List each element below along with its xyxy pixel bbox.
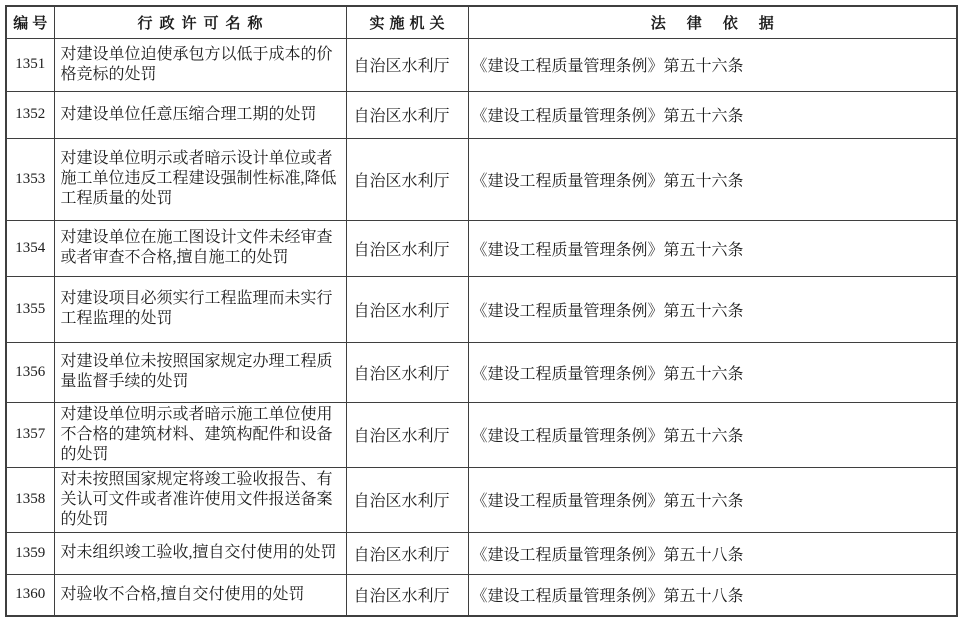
table-row — [6, 138, 957, 220]
table-row — [6, 38, 957, 91]
table-row — [6, 220, 957, 276]
cell-legal-basis: 《建设工程质量管理条例》第五十六条 — [468, 402, 957, 467]
header-id: 编号 — [6, 6, 54, 38]
cell-id: 1357 — [6, 402, 54, 467]
cell-agency: 自治区水利厅 — [346, 532, 468, 574]
table-row — [6, 532, 957, 574]
cell-agency: 自治区水利厅 — [346, 91, 468, 138]
cell-legal-basis: 《建设工程质量管理条例》第五十六条 — [468, 467, 957, 532]
cell-id: 1353 — [6, 138, 54, 220]
cell-permit-name: 对建设单位明示或者暗示设计单位或者施工单位违反工程建设强制性标准,降低工程质量的处罚 — [54, 138, 346, 220]
table-row — [6, 574, 957, 616]
cell-id: 1352 — [6, 91, 54, 138]
cell-permit-name: 对建设单位未按照国家规定办理工程质量监督手续的处罚 — [54, 342, 346, 402]
cell-legal-basis: 《建设工程质量管理条例》第五十六条 — [468, 91, 957, 138]
cell-permit-name: 对建设项目必须实行工程监理而未实行工程监理的处罚 — [54, 276, 346, 342]
header-permit-name: 行政许可名称 — [54, 6, 346, 38]
cell-agency: 自治区水利厅 — [346, 342, 468, 402]
cell-permit-name: 对未组织竣工验收,擅自交付使用的处罚 — [54, 532, 346, 574]
cell-legal-basis: 《建设工程质量管理条例》第五十六条 — [468, 38, 957, 91]
cell-legal-basis: 《建设工程质量管理条例》第五十八条 — [468, 532, 957, 574]
cell-id: 1351 — [6, 38, 54, 91]
table-header-row — [6, 6, 957, 38]
cell-permit-name: 对建设单位明示或者暗示施工单位使用不合格的建筑材料、建筑构配件和设备的处罚 — [54, 402, 346, 467]
header-legal-basis: 法律依据 — [468, 6, 957, 38]
cell-agency: 自治区水利厅 — [346, 402, 468, 467]
cell-agency: 自治区水利厅 — [346, 38, 468, 91]
table-row — [6, 342, 957, 402]
cell-permit-name: 对验收不合格,擅自交付使用的处罚 — [54, 574, 346, 616]
cell-id: 1355 — [6, 276, 54, 342]
cell-legal-basis: 《建设工程质量管理条例》第五十六条 — [468, 138, 957, 220]
cell-permit-name: 对建设单位在施工图设计文件未经审查或者审查不合格,擅自施工的处罚 — [54, 220, 346, 276]
cell-agency: 自治区水利厅 — [346, 276, 468, 342]
cell-legal-basis: 《建设工程质量管理条例》第五十六条 — [468, 220, 957, 276]
table-row — [6, 276, 957, 342]
cell-id: 1356 — [6, 342, 54, 402]
cell-legal-basis: 《建设工程质量管理条例》第五十八条 — [468, 574, 957, 616]
cell-agency: 自治区水利厅 — [346, 138, 468, 220]
cell-agency: 自治区水利厅 — [346, 574, 468, 616]
cell-legal-basis: 《建设工程质量管理条例》第五十六条 — [468, 342, 957, 402]
table-row — [6, 91, 957, 138]
table-row — [6, 402, 957, 467]
cell-id: 1360 — [6, 574, 54, 616]
cell-id: 1358 — [6, 467, 54, 532]
table-row — [6, 467, 957, 532]
cell-agency: 自治区水利厅 — [346, 467, 468, 532]
cell-id: 1359 — [6, 532, 54, 574]
cell-legal-basis: 《建设工程质量管理条例》第五十六条 — [468, 276, 957, 342]
cell-permit-name: 对建设单位任意压缩合理工期的处罚 — [54, 91, 346, 138]
cell-id: 1354 — [6, 220, 54, 276]
cell-agency: 自治区水利厅 — [346, 220, 468, 276]
administrative-permits-table — [5, 5, 958, 617]
document-page — [5, 5, 958, 617]
cell-permit-name: 对建设单位迫使承包方以低于成本的价格竞标的处罚 — [54, 38, 346, 91]
header-agency: 实施机关 — [346, 6, 468, 38]
cell-permit-name: 对未按照国家规定将竣工验收报告、有关认可文件或者准许使用文件报送备案的处罚 — [54, 467, 346, 532]
